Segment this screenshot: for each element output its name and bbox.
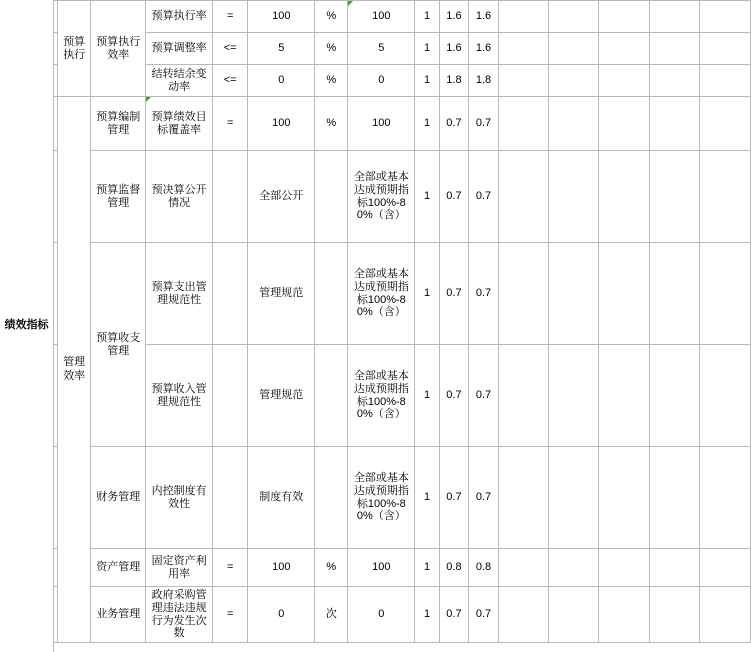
- empty-cell: [599, 345, 650, 447]
- empty-cell: [548, 587, 599, 643]
- indicator-unit: %: [315, 65, 348, 97]
- subgroup-name-business-management: 业务管理: [91, 587, 146, 643]
- indicator-name: 预算支出管理规范性: [146, 243, 213, 345]
- empty-cell: [700, 345, 751, 447]
- indicator-target: 100: [248, 97, 315, 151]
- empty-cell: [700, 65, 751, 97]
- empty-cell: [649, 1, 700, 33]
- indicator-operator: [212, 243, 248, 345]
- subgroup-name-budget-supervision: 预算监督管理: [91, 151, 146, 243]
- indicator-unit: %: [315, 1, 348, 33]
- indicator-target: 制度有效: [248, 447, 315, 549]
- empty-cell: [700, 33, 751, 65]
- indicator-weight-2: 0.7: [439, 345, 468, 447]
- indicator-name: 政府采购管理违法违规行为发生次数: [146, 587, 213, 643]
- indicator-weight-1: 1: [415, 549, 440, 587]
- empty-cell: [548, 243, 599, 345]
- indicator-value: 0: [348, 65, 415, 97]
- table-row[interactable]: [1, 447, 751, 549]
- empty-cell: [599, 1, 650, 33]
- indicator-unit: [315, 151, 348, 243]
- empty-cell: [548, 151, 599, 243]
- empty-cell: [499, 65, 548, 97]
- indicator-unit: [315, 243, 348, 345]
- indicator-operator: [212, 151, 248, 243]
- indicator-operator: [212, 345, 248, 447]
- empty-cell: [599, 151, 650, 243]
- indicator-weight-1: 1: [415, 587, 440, 643]
- empty-cell: [649, 151, 700, 243]
- indicator-weight-3: 0.7: [468, 243, 498, 345]
- empty-cell: [499, 345, 548, 447]
- empty-cell: [499, 151, 548, 243]
- table-row[interactable]: [1, 1, 751, 33]
- indicator-value: 0: [348, 587, 415, 643]
- indicator-weight-2: 1.8: [439, 65, 468, 97]
- indicator-target: 0: [248, 65, 315, 97]
- indicator-weight-2: 0.7: [439, 587, 468, 643]
- empty-cell: [548, 97, 599, 151]
- empty-cell: [499, 549, 548, 587]
- indicator-weight-3: 1.6: [468, 1, 498, 33]
- indicator-weight-2: 1.6: [439, 33, 468, 65]
- indicator-value: 全部或基本达成预期指标100%-80%（含）: [348, 345, 415, 447]
- empty-cell: [649, 549, 700, 587]
- indicator-unit: %: [315, 97, 348, 151]
- table-row[interactable]: [1, 587, 751, 643]
- indicator-value: 全部或基本达成预期指标100%-80%（含）: [348, 151, 415, 243]
- indicator-name: 内控制度有效性: [146, 447, 213, 549]
- empty-cell: [649, 65, 700, 97]
- empty-cell: [548, 447, 599, 549]
- indicator-target: 管理规范: [248, 345, 315, 447]
- indicator-name: 预算绩效目标覆盖率: [146, 97, 213, 151]
- indicator-weight-2: 0.7: [439, 447, 468, 549]
- indicator-name: 预算调整率: [146, 33, 213, 65]
- indicator-weight-1: 1: [415, 33, 440, 65]
- row-group-label-performance-indicator: 绩效指标: [0, 0, 54, 652]
- subgroup-name-budget-execution-efficiency: 预算执行效率: [91, 1, 146, 97]
- indicator-unit: %: [315, 33, 348, 65]
- indicator-name: 预算收入管理规范性: [146, 345, 213, 447]
- indicator-unit: 次: [315, 587, 348, 643]
- empty-cell: [649, 97, 700, 151]
- indicator-name: 结转结余变动率: [146, 65, 213, 97]
- empty-cell: [649, 345, 700, 447]
- indicator-weight-2: 0.7: [439, 151, 468, 243]
- subgroup-name-budget-preparation: 预算编制管理: [91, 97, 146, 151]
- indicator-weight-1: 1: [415, 447, 440, 549]
- indicator-weight-1: 1: [415, 243, 440, 345]
- indicator-weight-3: 0.7: [468, 97, 498, 151]
- indicator-value: 100: [348, 1, 415, 33]
- empty-cell: [548, 33, 599, 65]
- subgroup-name-financial-management: 财务管理: [91, 447, 146, 549]
- indicator-unit: %: [315, 549, 348, 587]
- empty-cell: [700, 243, 751, 345]
- table-row[interactable]: [1, 151, 751, 243]
- indicator-target: 5: [248, 33, 315, 65]
- indicator-weight-3: 0.7: [468, 587, 498, 643]
- indicator-name: 预算执行率: [146, 1, 213, 33]
- indicator-weight-3: 1.6: [468, 33, 498, 65]
- empty-cell: [700, 447, 751, 549]
- table-row[interactable]: [1, 549, 751, 587]
- indicator-name: 固定资产利用率: [146, 549, 213, 587]
- indicator-weight-2: 0.7: [439, 97, 468, 151]
- indicator-weight-1: 1: [415, 97, 440, 151]
- indicator-target: 100: [248, 549, 315, 587]
- empty-cell: [499, 97, 548, 151]
- indicator-weight-3: 0.7: [468, 151, 498, 243]
- empty-cell: [499, 447, 548, 549]
- indicator-target: 全部公开: [248, 151, 315, 243]
- indicator-weight-3: 0.7: [468, 447, 498, 549]
- empty-cell: [599, 447, 650, 549]
- empty-cell: [700, 151, 751, 243]
- empty-cell: [599, 549, 650, 587]
- indicator-value: 全部或基本达成预期指标100%-80%（含）: [348, 447, 415, 549]
- empty-cell: [599, 97, 650, 151]
- table-row[interactable]: [1, 97, 751, 151]
- empty-cell: [599, 243, 650, 345]
- indicator-operator: =: [212, 549, 248, 587]
- empty-cell: [499, 33, 548, 65]
- indicator-weight-3: 1.8: [468, 65, 498, 97]
- empty-cell: [649, 33, 700, 65]
- empty-cell: [649, 587, 700, 643]
- indicator-weight-2: 0.8: [439, 549, 468, 587]
- empty-cell: [649, 447, 700, 549]
- indicator-operator: =: [212, 97, 248, 151]
- empty-cell: [548, 1, 599, 33]
- indicator-operator: [212, 447, 248, 549]
- indicator-weight-3: 0.8: [468, 549, 498, 587]
- subgroup-name-budget-revenue-expenditure: 预算收支管理: [91, 243, 146, 447]
- indicator-operator: =: [212, 587, 248, 643]
- indicator-weight-1: 1: [415, 345, 440, 447]
- indicator-unit: [315, 447, 348, 549]
- indicator-target: 0: [248, 587, 315, 643]
- empty-cell: [599, 587, 650, 643]
- indicator-target: 管理规范: [248, 243, 315, 345]
- group-name-budget-execution: 预算执行: [58, 1, 91, 97]
- empty-cell: [700, 549, 751, 587]
- empty-cell: [599, 33, 650, 65]
- indicator-unit: [315, 345, 348, 447]
- indicator-value: 5: [348, 33, 415, 65]
- table-row[interactable]: [1, 243, 751, 345]
- indicator-value: 100: [348, 97, 415, 151]
- indicator-weight-3: 0.7: [468, 345, 498, 447]
- indicator-weight-1: 1: [415, 65, 440, 97]
- empty-cell: [548, 65, 599, 97]
- group-name-management-efficiency: 管理效率: [58, 97, 91, 643]
- indicator-operator: <=: [212, 65, 248, 97]
- indicator-weight-2: 1.6: [439, 1, 468, 33]
- indicator-target: 100: [248, 1, 315, 33]
- indicator-operator: <=: [212, 33, 248, 65]
- empty-cell: [700, 587, 751, 643]
- empty-cell: [548, 345, 599, 447]
- empty-cell: [499, 243, 548, 345]
- indicator-name: 预决算公开情况: [146, 151, 213, 243]
- subgroup-name-asset-management: 资产管理: [91, 549, 146, 587]
- indicator-weight-1: 1: [415, 151, 440, 243]
- indicator-weight-2: 0.7: [439, 243, 468, 345]
- indicator-value: 100: [348, 549, 415, 587]
- empty-cell: [700, 1, 751, 33]
- empty-cell: [599, 65, 650, 97]
- indicator-weight-1: 1: [415, 1, 440, 33]
- indicator-value: 全部或基本达成预期指标100%-80%（含）: [348, 243, 415, 345]
- empty-cell: [700, 97, 751, 151]
- empty-cell: [499, 587, 548, 643]
- empty-cell: [649, 243, 700, 345]
- empty-cell: [499, 1, 548, 33]
- indicator-operator: =: [212, 1, 248, 33]
- empty-cell: [548, 549, 599, 587]
